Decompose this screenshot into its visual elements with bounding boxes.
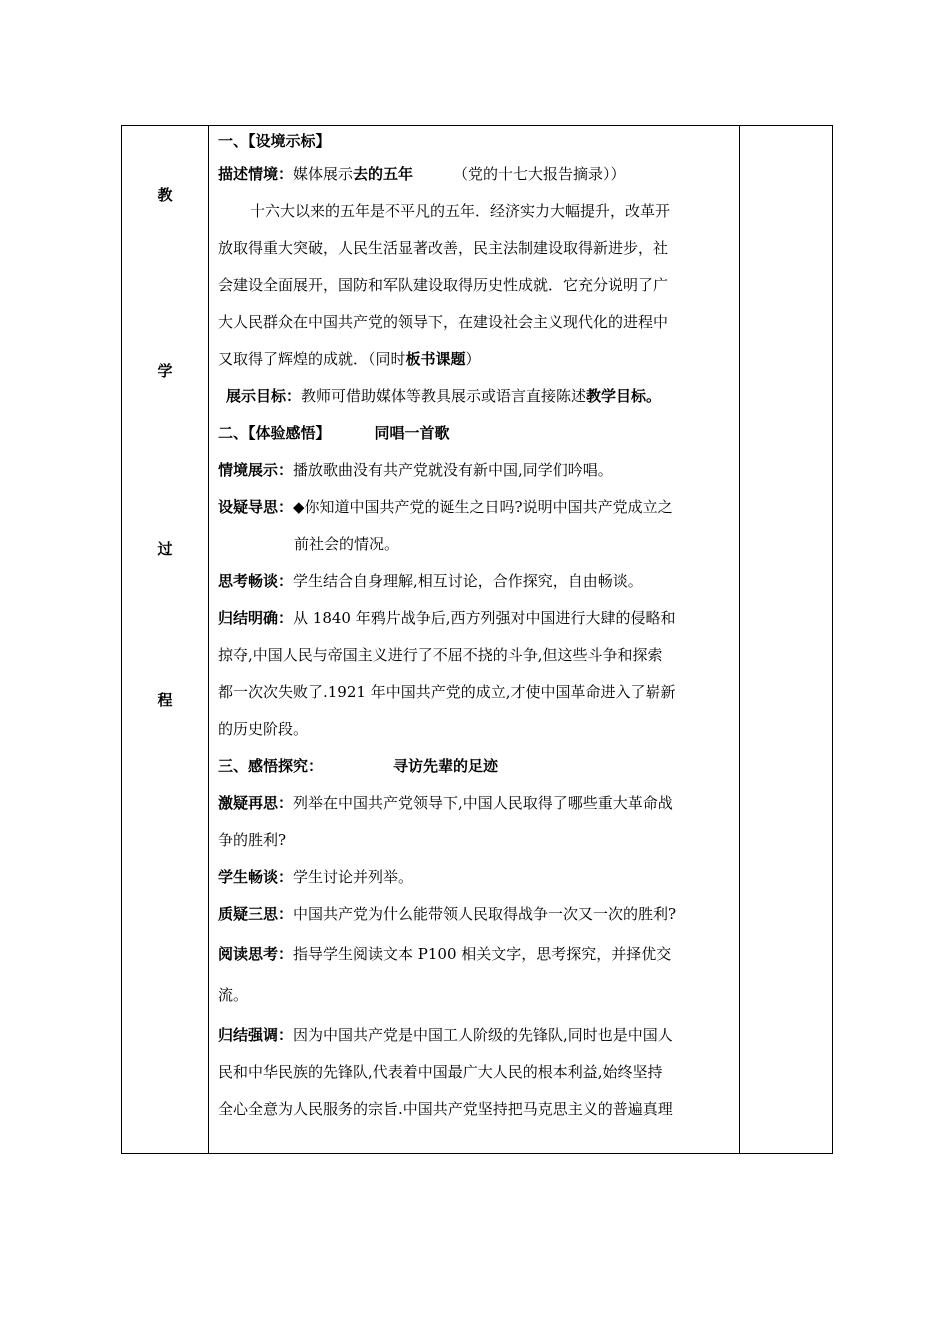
show-goal-line — [226, 386, 661, 406]
question-text-2: 前社会的情况。 — [294, 535, 400, 553]
summary-line-1 — [218, 608, 676, 628]
section-3-topic: 寻访先辈的足迹 — [393, 757, 499, 775]
show-label: 情境展示： — [218, 461, 294, 479]
board-title: 板书课题 — [405, 350, 466, 368]
goal-text: 教师可借助媒体等教具展示或语言直接陈述 — [301, 387, 587, 405]
emphasis-line-3: 全心全意为人民服务的宗旨.中国共产党坚持把马克思主义的普遍真理 — [218, 1100, 673, 1118]
describe-label: 描述情境： — [218, 165, 294, 183]
emphasis-text-1: 因为中国共产党是中国工人阶级的先锋队,同时也是中国人 — [293, 1026, 673, 1044]
lesson-table — [121, 125, 833, 1154]
third-question-text: 中国共产党为什么能带领人民取得战争一次又一次的胜利? — [293, 905, 677, 923]
section-heading-1: 一、【设境示标】 — [218, 132, 331, 150]
summary-line-4: 的历史阶段。 — [218, 720, 309, 738]
section-heading-3 — [218, 756, 498, 776]
think-talk-line — [218, 571, 643, 591]
situation-show-line — [218, 460, 613, 480]
student-talk-line — [218, 867, 413, 887]
question-guide-line — [218, 497, 673, 517]
emphasis-label: 归结强调： — [218, 1026, 294, 1044]
emphasis-line-1 — [218, 1025, 673, 1045]
third-question-line — [218, 904, 676, 924]
section-heading-2 — [218, 423, 450, 443]
think-text: 学生结合自身理解,相互讨论，合作探究，自由畅谈。 — [293, 572, 643, 590]
para-line-5-end: ） — [465, 350, 481, 368]
emphasis-line-2: 民和中华民族的先锋队,代表着中国最广大人民的根本利益,始终坚持 — [218, 1063, 663, 1081]
inspire-question-line — [218, 793, 673, 813]
third-question-label: 质疑三思： — [218, 905, 294, 923]
side-char-xue: 学 — [157, 362, 173, 380]
student-label: 学生畅谈： — [218, 868, 294, 886]
section-2-title: 二、【体验感悟】 — [218, 424, 331, 442]
para-line-5-text: 又取得了辉煌的成就．（同时 — [218, 350, 406, 368]
question-label: 设疑导思： — [218, 498, 294, 516]
section-3-title: 三、感悟探究： — [218, 757, 324, 775]
describe-situation-line — [218, 164, 626, 184]
describe-source: （党的十七大报告摘录）） — [453, 165, 626, 183]
column-divider-left — [208, 126, 209, 1153]
student-text: 学生讨论并列举。 — [293, 868, 414, 886]
summary-line-2: 掠夺,中国人民与帝国主义进行了不屈不挠的斗争,但这些斗争和探索 — [218, 646, 663, 664]
para-line-4: 大人民群众在中国共产党的领导下，在建设社会主义现代化的进程中 — [218, 313, 669, 331]
column-divider-right — [739, 126, 740, 1153]
reading-text-1: 指导学生阅读文本 P100 相关文字，思考探究，并择优交 — [293, 945, 672, 963]
section-2-topic: 同唱一首歌 — [374, 424, 450, 442]
para-line-3: 会建设全面展开，国防和军队建设取得历史性成就．它充分说明了广 — [218, 276, 669, 294]
show-text: 播放歌曲没有共产党就没有新中国,同学们吟唱。 — [293, 461, 613, 479]
goal-label: 展示目标： — [226, 387, 302, 405]
summary-text-1: 从 1840 年鸦片战争后,西方列强对中国进行大肆的侵略和 — [293, 609, 676, 627]
describe-bold: 去的五年 — [353, 165, 414, 183]
summary-label: 归结明确： — [218, 609, 294, 627]
side-char-cheng: 程 — [157, 691, 173, 709]
inspire-text-1: 列举在中国共产党领导下,中国人民取得了哪些重大革命战 — [293, 794, 673, 812]
inspire-text-2: 争的胜利? — [218, 831, 287, 849]
question-text-1: ◆你知道中国共产党的诞生之日吗?说明中国共产党成立之 — [293, 498, 673, 516]
para-line-5 — [218, 349, 481, 369]
reading-text-2: 流。 — [218, 986, 249, 1004]
inspire-label: 激疑再思： — [218, 794, 294, 812]
side-char-guo: 过 — [157, 540, 173, 558]
para-line-1: 十六大以来的五年是不平凡的五年．经济实力大幅提升，改革开 — [250, 202, 671, 220]
think-label: 思考畅谈： — [218, 572, 294, 590]
reading-label: 阅读思考： — [218, 945, 294, 963]
side-char-jiao: 教 — [157, 186, 173, 204]
summary-line-3: 都一次次失败了.1921 年中国共产党的成立,才使中国革命进入了崭新 — [218, 683, 676, 701]
goal-bold: 教学目标。 — [586, 387, 662, 405]
reading-line-1 — [218, 944, 671, 964]
para-line-2: 放取得重大突破，人民生活显著改善，民主法制建设取得新进步，社 — [218, 239, 669, 257]
describe-text: 媒体展示 — [293, 165, 354, 183]
